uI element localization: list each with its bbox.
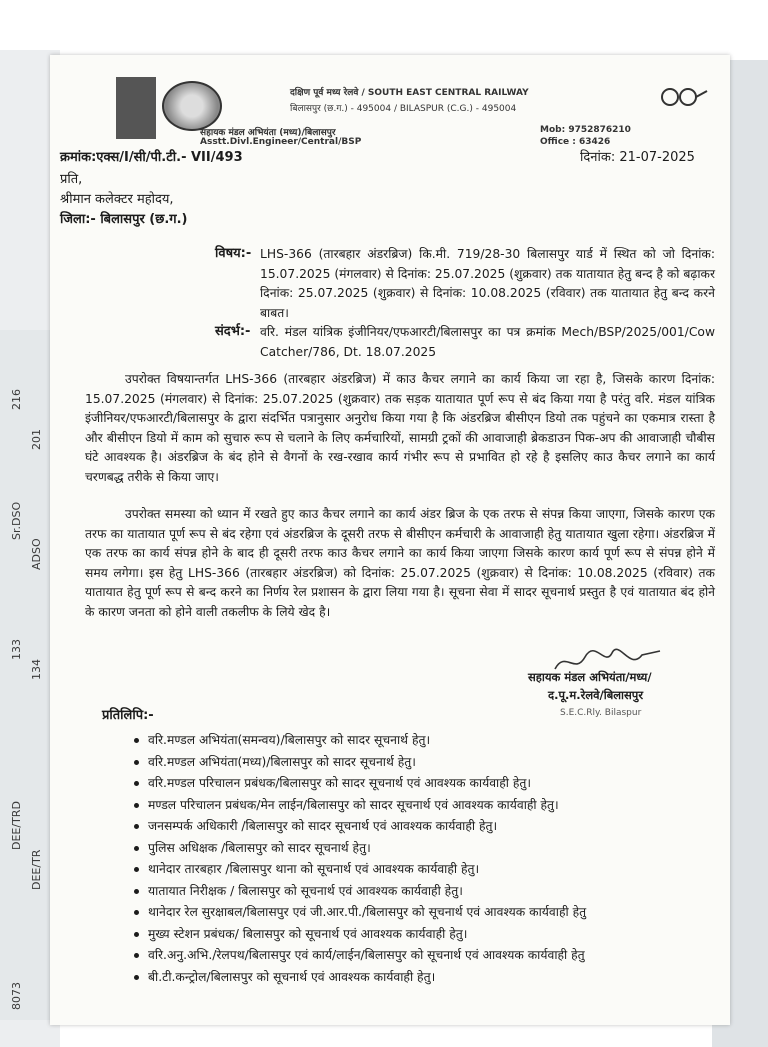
to-label: प्रति, — [60, 172, 83, 187]
cc-item: यातायात निरीक्षक / बिलासपुर को सूचनार्थ एवं आवश्यक कार्यवाही हेतु। — [130, 881, 720, 903]
strip-number: 201 — [30, 429, 43, 450]
strip-label: DEE/TR — [30, 849, 43, 890]
cc-label: प्रतिलिपि:- — [102, 708, 154, 723]
cc-item: थानेदार रेल सुरक्षाबल/बिलासपुर एवं जी.आर.पी./बिलासपुर को सूचनार्थ एवं आवश्यक कार्यवाही हेतु — [130, 902, 720, 924]
strip-number: 134 — [30, 659, 43, 680]
cc-list — [130, 730, 720, 988]
cc-item: मुख्य स्टेशन प्रबंधक/ बिलासपुर को सूचनार्थ एवं आवश्यक कार्यवाही हेतु। — [130, 924, 720, 946]
office-name-hindi: सहायक मंडल अभियंता (मध्य)/बिलासपुर — [200, 128, 336, 138]
subject-label: विषय:- — [215, 246, 252, 261]
letter-date: दिनांक: 21-07-2025 — [580, 150, 695, 165]
strip-number: 133 — [10, 639, 23, 660]
letterhead-address: बिलासपुर (छ.ग.) - 495004 / BILASPUR (C.G.) - 495004 — [290, 104, 517, 114]
cc-item: बी.टी.कन्ट्रोल/बिलासपुर को सूचनार्थ एवं आवश्यक कार्यवाही हेतु। — [130, 967, 720, 989]
paragraph-2: उपरोक्त समस्या को ध्यान में रखते हुए काउ कैचर लगाने का कार्य अंडर ब्रिज के एक तरफ से संपन्न किया जाएगा, जिसके कारण एक तरफ का यातायात पूर्ण रूप से बंद रहेगा एवं अंडरब्रिज के दूसरी तरफ से बीसीएन कर्मचारी के आवाजाही हेतु यातायात खुला रहेगा। अंडरब्रिज में एक तरफ का कार्य संपन्न होने के बाद ही दूसरी तरफ काउ कैचर लगाने का कार्य किया जाएगा जिसके कारण कार्य पूर्ण रूप से संपन्न होने में समय लगेगा। इस हेतु LHS-366 (तारबहार अंडरब्रिज) को दिनांक: 25.07.2025 (शुक्रवार) से दिनांक: 10.08.2025 (रविवार) तक यातायात हेतु पूर्ण रूप से बन्द करने का निर्णय रेल प्रशासन के द्वारा लिया गया है। सूचना सेवा में सादर सूचनार्थ प्रस्तुत है एवं यातायात बंद होने के कारण जनता को होने वाली तकलीफ के लिये खेद है। — [85, 507, 715, 619]
reference-number: क्रमांक:एक्स/I/सी/पी.टी.- VII/493 — [60, 150, 243, 165]
cc-item: वरि.अनु.अभि./रेलपथ/बिलासपुर एवं कार्य/लाईन/बिलासपुर को सूचनार्थ एवं आवश्यक कार्यवाही हेतु — [130, 945, 720, 967]
railway-logo-icon — [162, 81, 222, 131]
office-phone: Office : 63426 — [540, 137, 611, 147]
cc-item: वरि.मण्डल अभियंता(समन्वय)/बिलासपुर को सादर सूचनार्थ हेतु। — [130, 730, 720, 752]
cc-item: वरि.मण्डल परिचालन प्रबंधक/बिलासपुर को सादर सूचनार्थ एवं आवश्यक कार्यवाही हेतु। — [130, 773, 720, 795]
background-register-strip — [0, 330, 53, 1020]
subject-text: LHS-366 (तारबहार अंडरब्रिज) कि.मी. 719/28-30 बिलासपुर यार्ड में स्थित को जो दिनांक: 15.07.2025 (मंगलवार) से दिनांक: 25.07.2025 (शुक्रवार) तक यातायात हेतु बन्द है को बढ़ाकर दिनांक: 25.07.2025 (शुक्रवार) से दिनांक: 10.08.2025 (रविवार) तक यातायात हेतु बन्द करने बाबत। — [260, 247, 715, 320]
mobile-number: Mob: 9752876210 — [540, 125, 631, 135]
letterhead-block — [116, 77, 156, 139]
district: जिला:- बिलासपुर (छ.ग.) — [60, 212, 188, 227]
strip-number: 216 — [10, 389, 23, 410]
reference-text: वरि. मंडल यांत्रिक इंजीनियर/एफआरटी/बिलासपुर का पत्र क्रमांक Mech/BSP/2025/001/Cow Catcher/786, Dt. 18.07.2025 — [260, 325, 715, 359]
cc-item: पुलिस अधिक्षक /बिलासपुर को सादर सूचनार्थ हेतु। — [130, 838, 720, 860]
letter-page — [50, 55, 730, 1025]
strip-label: Sr.DSO — [10, 501, 23, 540]
cc-item: मण्डल परिचालन प्रबंधक/मेन लाईन/बिलासपुर को सादर सूचनार्थ एवं आवश्यक कार्यवाही हेतु। — [130, 795, 720, 817]
paragraph-1: उपरोक्त विषयान्तर्गत LHS-366 (तारबहार अंडरब्रिज) में काउ कैचर लगाने का कार्य किया जा रहा है, जिसके कारण दिनांक: 15.07.2025 (मंगलवार) से दिनांक: 25.07.2025 (शुक्रवार) तक सड़क यातायात पूर्ण रूप से बंद किया गया है परंतु वरि. मंडल यांत्रिक इंजीनियर/एफआरटी/बिलासपुर के द्वारा संदर्भित पत्रानुसार अनुरोध किया गया है कि अंडरब्रिज बीसीएन डियो तक पहुंचने का एकमात्र रास्ता है और बीसीएन डियो में काम को सुचारु रूप से चलाने के लिए कर्मचारियों, सामग्री ट्रकों की आवाजाही ब्रेकडाउन पिक-अप की आवाजाही चौबीस घंटे आवश्यक है। अंडरब्रिज के बंद होने से वैगनों के रख-रखाव कार्य गंभीर रूप से प्रभावित हो रहे है इसलिए काउ कैचर लगाने का कार्य चरणबद्ध तरीके से किया जाए। — [85, 372, 715, 484]
reference-label: संदर्भ:- — [215, 324, 251, 339]
cc-item: थानेदार तारबहार /बिलासपुर थाना को सूचनार्थ एवं आवश्यक कार्यवाही हेतु। — [130, 859, 720, 881]
signatory-stamp: S.E.C.Rly. Bilaspur — [560, 708, 642, 718]
cc-item: वरि.मण्डल अभियंता(मध्य)/बिलासपुर को सादर सूचनार्थ हेतु। — [130, 752, 720, 774]
strip-label: ADSO — [30, 538, 43, 570]
office-name-english: Asstt.Divl.Engineer/Central/BSP — [200, 137, 362, 147]
strip-label: 8073 — [10, 982, 23, 1010]
signatory-title: सहायक मंडल अभियंता/मध्य/ — [528, 670, 652, 684]
railway-emblem-icon — [660, 85, 708, 109]
signatory-org: द.पू.म.रेलवे/बिलासपुर — [548, 688, 644, 702]
letterhead-org: दक्षिण पूर्व मध्य रेलवे / SOUTH EAST CENTRAL RAILWAY — [290, 88, 529, 98]
addressee: श्रीमान कलेक्टर महोदय, — [60, 192, 174, 207]
strip-label: DEE/TRD — [10, 801, 23, 850]
cc-item: जनसम्पर्क अधिकारी /बिलासपुर को सादर सूचनार्थ एवं आवश्यक कार्यवाही हेतु। — [130, 816, 720, 838]
